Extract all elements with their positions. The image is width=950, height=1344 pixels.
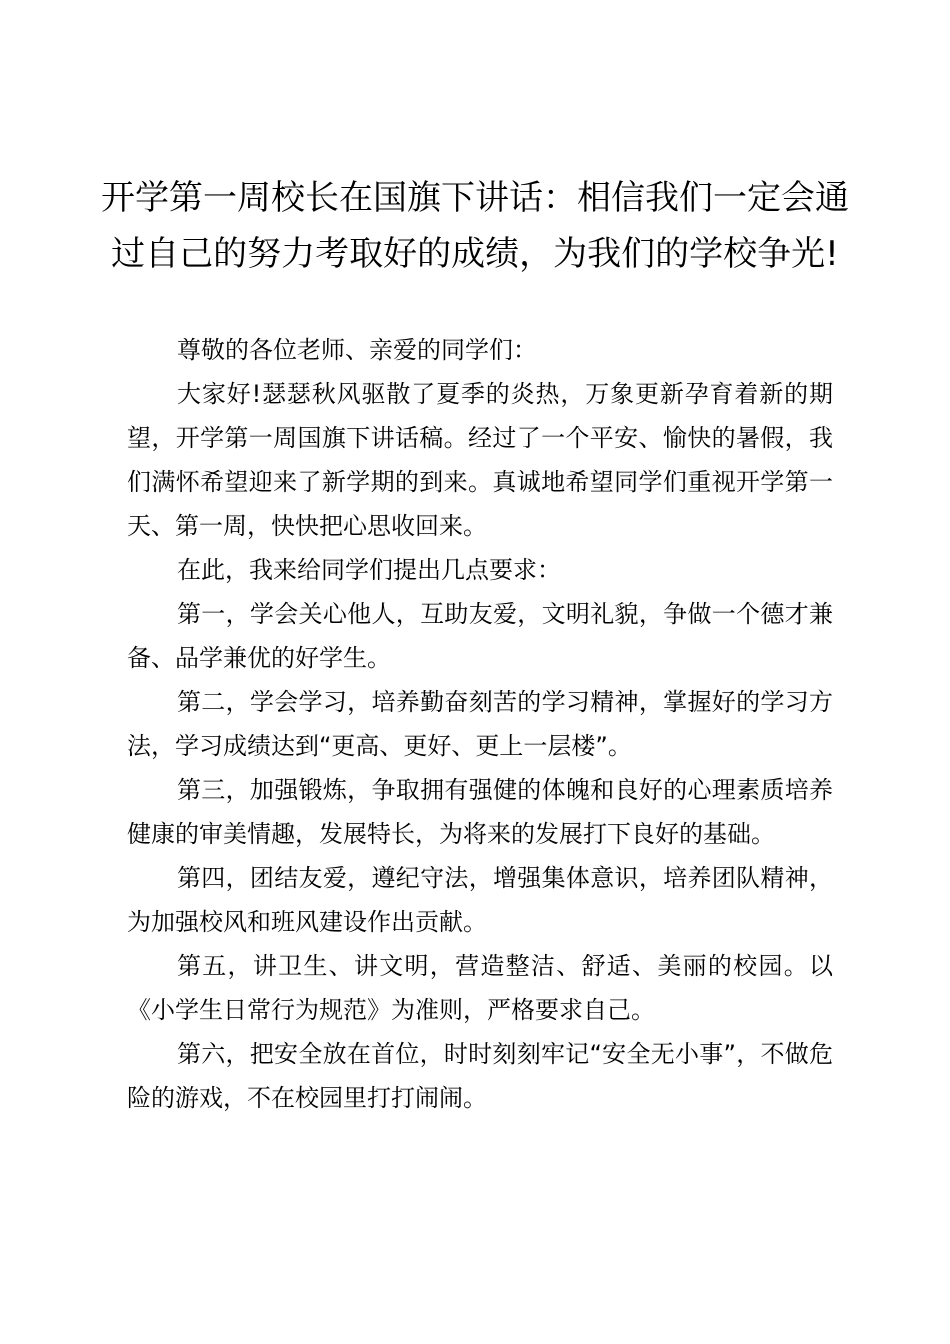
paragraph-salutation: 尊敬的各位老师、亲爱的同学们：	[177, 336, 537, 364]
document-body	[127, 328, 833, 1120]
paragraph-requirements-intro: 在此，我来给同学们提出几点要求：	[177, 556, 561, 584]
paragraph-greeting: 大家好!瑟瑟秋风驱散了夏季的炎热，万象更新孕育着新的期望，开学第一周国旗下讲话稿。经过了一个平安、愉快的暑假，我们满怀希望迎来了新学期的到来。真诚地希望同学们重视开学第一天、第一周，快快把心思收回来。	[127, 380, 833, 540]
paragraph-point-6: 第六，把安全放在首位，时时刻刻牢记“安全无小事”，不做危险的游戏，不在校园里打打闹闹。	[127, 1040, 833, 1112]
paragraph-point-4: 第四，团结友爱，遵纪守法，增强集体意识，培养团队精神，为加强校风和班风建设作出贡献。	[127, 864, 833, 936]
document-title: 开学第一周校长在国旗下讲话：相信我们一定会通过自己的努力考取好的成绩，为我们的学校争光!	[101, 178, 849, 274]
paragraph-point-3: 第三，加强锻炼，争取拥有强健的体魄和良好的心理素质培养健康的审美情趣，发展特长，为将来的发展打下良好的基础。	[127, 776, 833, 848]
paragraph-point-1: 第一，学会关心他人，互助友爱，文明礼貌，争做一个德才兼备、品学兼优的好学生。	[127, 600, 833, 672]
paragraph-point-5: 第五，讲卫生、讲文明，营造整洁、舒适、美丽的校园。以《小学生日常行为规范》为准则，严格要求自己。	[127, 952, 833, 1024]
paragraph-point-2: 第二，学会学习，培养勤奋刻苦的学习精神，掌握好的学习方法，学习成绩达到“更高、更好、更上一层楼”。	[127, 688, 833, 760]
